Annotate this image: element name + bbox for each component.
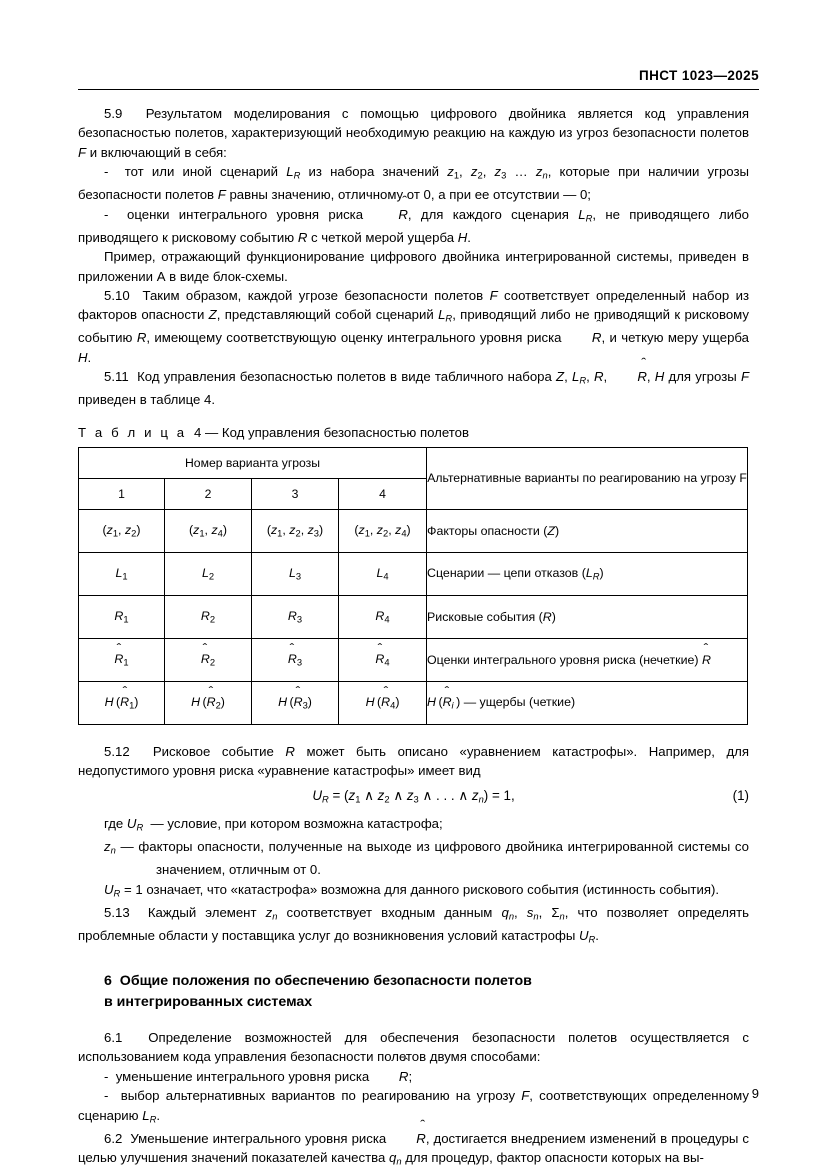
table-row [79,552,748,595]
table-caption-dash: — [205,424,219,440]
table-header-variant-3: 3 [252,478,339,509]
cell-damage-1: H (ˆ $R_1$) [79,681,165,724]
bullet-risk-estimate: - оценки интегрального уровня риска ˆ R, для каждого сценария $L_R$, не приводящего либо приводящего к рисковому событию R с четкой мерой ущерба H. [78,205,749,247]
paragraph-5-11: 5.11 Код управления безопасностью полетов в виде табличного набора Z, $L_R$, R, ˆ R, H для угрозы F приведен в таблице 4. [78,367,749,409]
cell-scenario-2: $L_2$ [165,552,252,595]
paragraph-ur-note: $U_R = 1$ означает, что «катастрофа» возможна для данного рискового события (истинность события). [104,881,720,899]
cell-desc-damage: H (ˆ $R_i$ ) — ущербы (четкие) [427,681,748,724]
cell-risk-estimate-4: ˆ $R_4$ [339,638,427,681]
table-header-alternatives: Альтернативные варианты по реагированию на угрозу F [427,447,748,509]
cell-desc-risk-event: Рисковые события (R) [427,595,748,638]
page-header [78,68,759,88]
table-header-variant-group: Номер варианта угрозы [79,447,427,478]
cell-desc-hazard: Факторы опасности (Z) [427,509,748,552]
table-row [79,638,748,681]
table-caption-label: Т а б л и ц а [78,424,187,440]
table-caption-title: Код управления безопасностью полетов [221,424,469,440]
where-ur: где $U_R$ — условие, при котором возможна катастрофа; [104,816,443,834]
cell-damage-3: H (ˆ $R_3$) [252,681,339,724]
paragraph-5-12: 5.12 Рисковое событие R может быть описано «уравнением катастрофы». Например, для недопустимого уровня риска «уравнение катастрофы» имеет вид [78,743,749,778]
bullet-scenario: - тот или иной сценарий $L_R$ из набора значений z1, z2, z3 … $z_n$, которые при наличии угрозы безопасности полетов F равны значению, отличному от 0, а при ее отсутствии — 0; [78,164,749,203]
cell-risk-estimate-2: ˆ $R_2$ [165,638,252,681]
cell-scenario-3: $L_3$ [252,552,339,595]
cell-risk-event-1: $R_1$ [79,595,165,638]
formula-1-expression: $U_R = (z1$ ∧ z2 ∧ z3 ∧ . . . ∧ $z_n) = 1$, [312,788,515,806]
section-6-number: 6 [104,972,112,989]
paragraph-6-1: 6.1 Определение возможностей для обеспечения безопасности полетов осуществляется с использованием кода управления безопасности полетов двумя способами: [78,1029,749,1065]
cell-damage-4: H (ˆ $R_4$) [339,681,427,724]
section-6-heading [78,971,749,1013]
body-column [78,104,749,1169]
formula-1-number: (1) [732,788,749,804]
where-label: где [104,816,124,832]
table-row [79,509,748,552]
table-header-row-group [79,447,748,478]
table-row [79,681,748,724]
paragraph-5-9: 5.9 Результатом моделирования с помощью цифрового двойника является код управления безопасностью полетов, характеризующий необходимую реакцию на каждую из угроз безопасности полетов F и включающий в себя: [78,106,749,160]
cell-scenario-1: $L_1$ [79,552,165,595]
cell-hazard-3: ($z_1$, $z_2$, $z_3$) [252,509,339,552]
cell-hazard-1: ($z_1$, $z_2$) [79,509,165,552]
cell-risk-event-4: $R_4$ [339,595,427,638]
table-header-variant-4: 4 [339,478,427,509]
where-zn: $z_n$ — факторы опасности, полученные на выходе из цифрового двойника интегрированной системы со значением, отличным от 0. [104,839,749,878]
table-row [79,595,748,638]
cell-hazard-2: ($z_1$, $z_4$) [165,509,252,552]
bullet-reduce-risk: - уменьшение интегрального уровня риска ˆ R; [78,1067,749,1086]
paragraph-5-13: 5.13 Каждый элемент $z_n$ соответствует входным данным $q_n$, $s_n$, $\Sigma_n$, что позволяет определять проблемные области у поставщика услуг до возникновения условий катастрофы $U_R$. [78,904,749,945]
cell-damage-2: H (ˆ $R_2$) [165,681,252,724]
section-6-line2: в интегрированных системах [104,993,313,1010]
standard-identifier: ПНСТ 1023—2025 [638,68,759,83]
page-number: 9 [751,1086,759,1101]
table-caption [78,424,749,442]
safety-code-table [78,447,748,725]
header-rule [78,89,759,90]
cell-scenario-4: $L_4$ [339,552,427,595]
table-header-variant-2: 2 [165,478,252,509]
paragraph-5-10: 5.10 Таким образом, каждой угрозе безопасности полетов F соответствует определенный набор из факторов опасности Z, представляющий собой сценарий $L_R$, приводящий либо не приводящий к рисковому событию R, имеющему соответствующую оценку интегрального уровня риска ˆ R, и четкую меру ущерба H. [78,286,749,367]
paragraph-example: Пример, отражающий функционирование цифрового двойника интегрированной системы, приведен в приложении А в виде блок-схемы. [78,249,749,284]
formula-1-row [78,780,749,814]
cell-risk-event-2: $R_2$ [165,595,252,638]
cell-desc-risk-estimate: Оценки интегрального уровня риска (нечеткие) ˆ R [427,638,748,681]
cell-hazard-4: ($z_1$, $z_2$, $z_4$) [339,509,427,552]
table-header-variant-1: 1 [79,478,165,509]
cell-desc-scenario: Сценарии — цепи отказов $(L_R)$ [427,552,748,595]
cell-risk-event-3: $R_3$ [252,595,339,638]
paragraph-6-2: 6.2 Уменьшение интегрального уровня риска ˆ R, достигается внедрением изменений в процедуры с целью улучшения значений показателей качества $q_n$ для процедур, фактор опасности которых на вы- [78,1129,749,1169]
cell-risk-estimate-1: ˆ $R_1$ [79,638,165,681]
section-6-line1: Общие положения по обеспечению безопасности полетов [119,972,532,989]
cell-risk-estimate-3: ˆ $R_3$ [252,638,339,681]
bullet-alternatives: - выбор альтернативных вариантов по реагированию на угрозу F, соответствующих определенному сценарию $L_R$. [78,1088,749,1125]
table-caption-number: 4 [194,424,202,440]
